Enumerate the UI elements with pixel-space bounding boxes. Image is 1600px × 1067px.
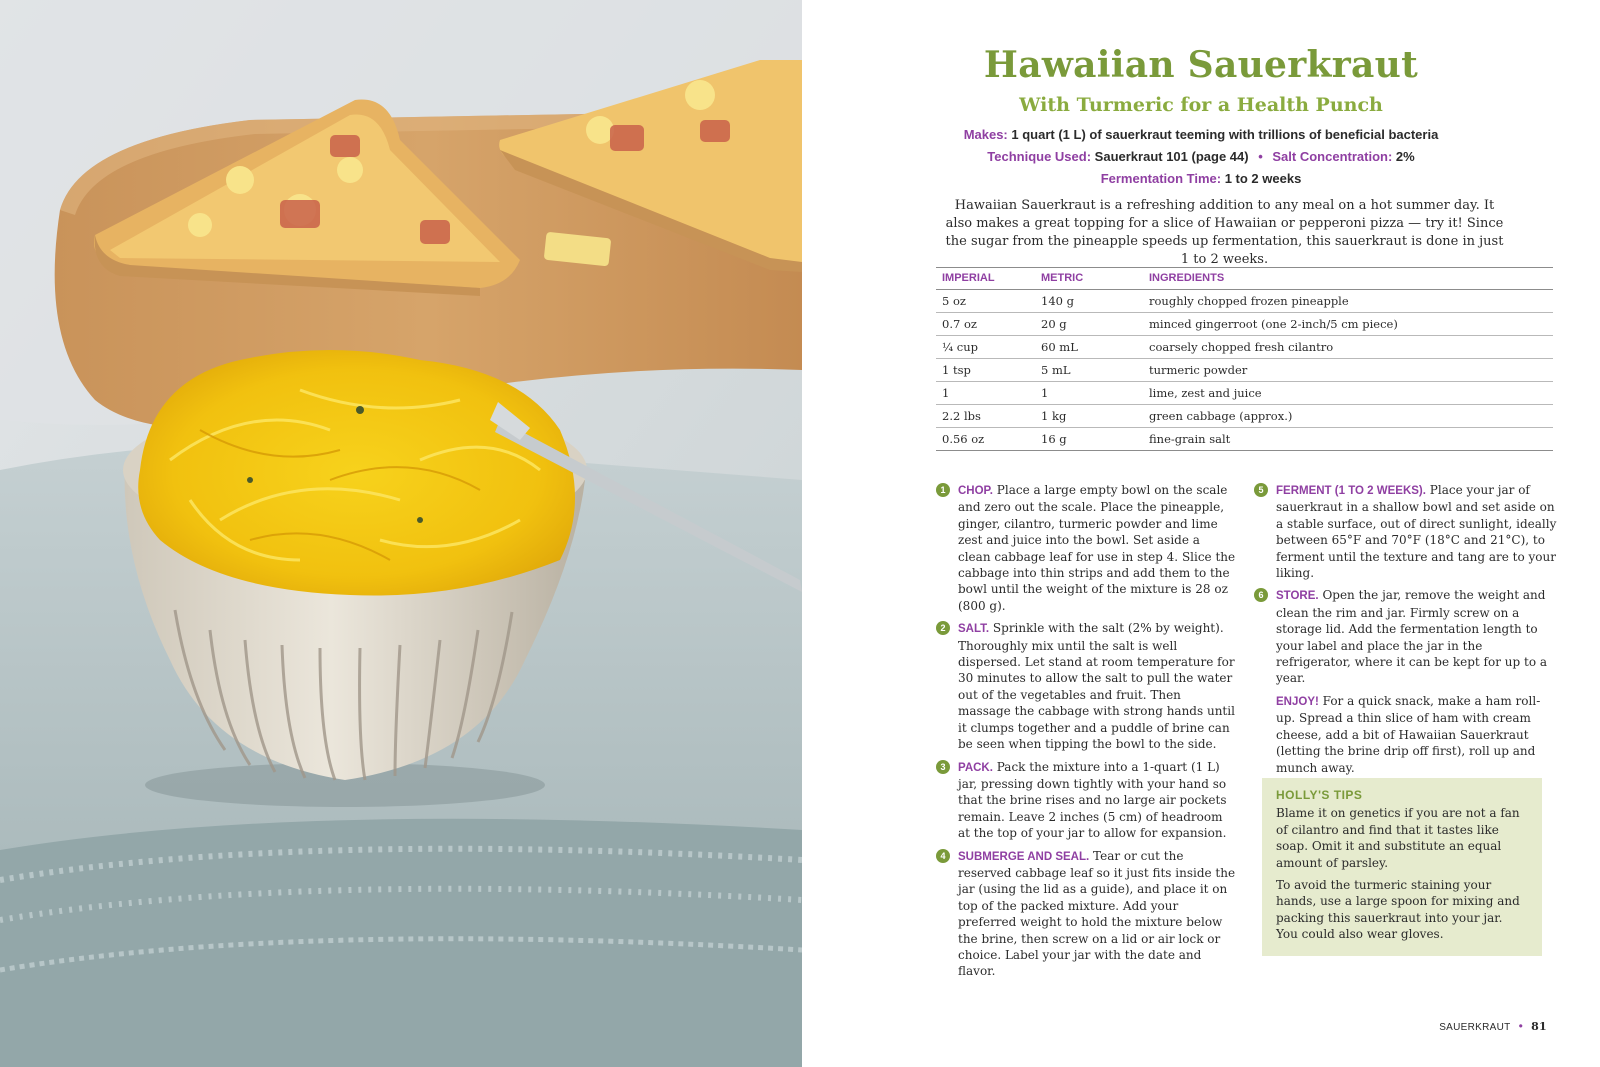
metric-cell: 140 g [1035, 290, 1143, 313]
technique-label: Technique Used: [987, 149, 1092, 164]
header-ingredients: INGREDIENTS [1143, 268, 1553, 290]
step-3 [936, 759, 1236, 842]
metric-cell: 5 mL [1035, 359, 1143, 382]
table-row [936, 290, 1553, 313]
footer-section: SAUERKRAUT [1439, 1022, 1511, 1033]
step-number-badge: 1 [936, 483, 950, 497]
fermentation-label: Fermentation Time: [1100, 171, 1222, 186]
step-text: Tear or cut the reserved cabbage leaf so it just fits inside the jar (using the lid as a guide), and place it on top of the packed mixture. Add your preferred weight to hold the mixture below the brine, then screw on a lid or air lock or choice. Label your jar with the date and flavor. [958, 848, 1236, 979]
recipe-subtitle: With Turmeric for a Health Punch [1019, 94, 1383, 116]
metric-cell: 16 g [1035, 428, 1143, 451]
imperial-cell: 1 [936, 382, 1035, 405]
step-4 [936, 848, 1236, 980]
step-number-badge: 2 [936, 621, 950, 635]
ingredient-cell: turmeric powder [1143, 359, 1553, 382]
step-heading: SUBMERGE AND SEAL. [958, 850, 1090, 863]
imperial-cell: ¼ cup [936, 336, 1035, 359]
recipe-page [802, 0, 1600, 1067]
recipe-title: Hawaiian Sauerkraut [983, 44, 1419, 86]
ingredient-cell: lime, zest and juice [1143, 382, 1553, 405]
tip-paragraph: Blame it on genetics if you are not a fan of cilantro and find that it tastes like soap. Omit it and substitute an equal amount of parsley. [1276, 806, 1520, 870]
step-number-badge: 4 [936, 849, 950, 863]
makes-value: 1 quart (1 L) of sauerkraut teeming with trillions of beneficial bacteria [1011, 127, 1439, 142]
header-metric: METRIC [1035, 268, 1143, 290]
ingredient-cell: fine-grain salt [1143, 428, 1553, 451]
step-number-badge: 6 [1254, 588, 1268, 602]
step-text: Place a large empty bowl on the scale and zero out the scale. Place the pineapple, ginger, cilantro, turmeric powder and lime zest and juice into the bowl. Set aside a clean cabbage leaf for use in step 4. Slice the cabbage into thin strips and add them to the bowl until the weight of the mixture is 28 oz (800 g). [958, 483, 1236, 613]
header-imperial: IMPERIAL [936, 268, 1035, 290]
step-number-badge: 5 [1254, 483, 1268, 497]
metric-cell: 20 g [1035, 313, 1143, 336]
table-header-row [936, 268, 1553, 290]
step-heading: FERMENT (1 TO 2 WEEKS). [1276, 485, 1426, 497]
ingredient-cell: roughly chopped frozen pineapple [1143, 290, 1553, 313]
enjoy-note [1254, 693, 1559, 776]
ingredients-table [936, 267, 1553, 451]
step-text: Open the jar, remove the weight and clean the rim and jar. Firmly screw on a storage lid. Add the fermentation length to your label and place the jar in the refrigerator, where it can be kept for up to a year. [1276, 588, 1548, 686]
imperial-cell: 2.2 lbs [936, 405, 1035, 428]
salt-value: 2% [1395, 149, 1415, 164]
imperial-cell: 0.56 oz [936, 428, 1035, 451]
metric-cell: 1 [1035, 382, 1143, 405]
table-row [936, 313, 1553, 336]
page-footer [1439, 1019, 1547, 1033]
step-heading: PACK. [958, 761, 993, 774]
footer-bullet: • [1518, 1019, 1524, 1033]
step-6 [1254, 587, 1559, 686]
steps-right-column [1254, 482, 1559, 776]
bullet-separator: • [1258, 149, 1263, 164]
table-row [936, 336, 1553, 359]
table-row [936, 359, 1553, 382]
makes-line [802, 127, 1600, 142]
metric-cell: 1 kg [1035, 405, 1143, 428]
fermentation-value: 1 to 2 weeks [1224, 171, 1302, 186]
step-text: Place your jar of sauerkraut in a shallow bowl and set aside on a stable surface, out of direct sunlight, ideally between 65°F and 70°F (18°C and 21°C), to ferment until the texture and tang are to your liking. [1276, 483, 1557, 581]
step-number-badge: 3 [936, 760, 950, 774]
tip-paragraph: To avoid the turmeric staining your hands, use a large spoon for mixing and packing this sauerkraut into your jar. You could also wear gloves. [1276, 878, 1520, 942]
intro-paragraph: Hawaiian Sauerkraut is a refreshing addition to any meal on a hot summer day. It also makes a great topping for a slice of Hawaiian or pepperoni pizza — try it! Since the sugar from the pineapple speeds up fermentation, this sauerkraut is done in just 1 to 2 weeks. [945, 198, 1504, 267]
enjoy-heading: ENJOY! [1276, 695, 1319, 708]
technique-value: Sauerkraut 101 (page 44) [1094, 149, 1249, 164]
step-heading: SALT. [958, 623, 990, 636]
step-5 [1254, 482, 1559, 581]
step-heading: CHOP. [958, 485, 993, 497]
enjoy-text: For a quick snack, make a ham roll-up. Spread a thin slice of ham with cream cheese, add a bit of Hawaiian Sauerkraut (letting the brine drip off first), roll up and munch away. [1276, 693, 1541, 775]
ingredient-cell: green cabbage (approx.) [1143, 405, 1553, 428]
makes-label: Makes: [963, 127, 1008, 142]
ingredient-cell: coarsely chopped fresh cilantro [1143, 336, 1553, 359]
fermentation-line [802, 171, 1600, 186]
ingredient-cell: minced gingerroot (one 2-inch/5 cm piece) [1143, 313, 1553, 336]
step-text: Pack the mixture into a 1-quart (1 L) jar, pressing down tightly with your hand so that the brine rises and no large air pockets remain. Leave 2 inches (5 cm) of headroom at the top of your jar to allow for expansion. [958, 759, 1227, 841]
page-number: 81 [1531, 1020, 1547, 1033]
imperial-cell: 1 tsp [936, 359, 1035, 382]
metric-cell: 60 mL [1035, 336, 1143, 359]
salt-label: Salt Concentration: [1272, 149, 1393, 164]
tips-heading: HOLLY'S TIPS [1276, 788, 1363, 802]
table-row [936, 405, 1553, 428]
imperial-cell: 0.7 oz [936, 313, 1035, 336]
technique-line [802, 149, 1600, 164]
step-1 [936, 482, 1236, 614]
steps-left-column [936, 482, 1236, 986]
step-text: Sprinkle with the salt (2% by weight). Thoroughly mix until the salt is well dispersed. Let stand at room temperature for 30 minutes to allow the salt to pull the water out of the vegetables and fruit. Then massage the cabbage with strong hands until it clumps together and a puddle of brine can be seen when tipping the bowl to the side. [958, 621, 1235, 752]
step-heading: STORE. [1276, 590, 1319, 603]
imperial-cell: 5 oz [936, 290, 1035, 313]
hollys-tips-box [1262, 778, 1542, 956]
table-row [936, 382, 1553, 405]
table-row [936, 428, 1553, 451]
step-2 [936, 620, 1236, 752]
